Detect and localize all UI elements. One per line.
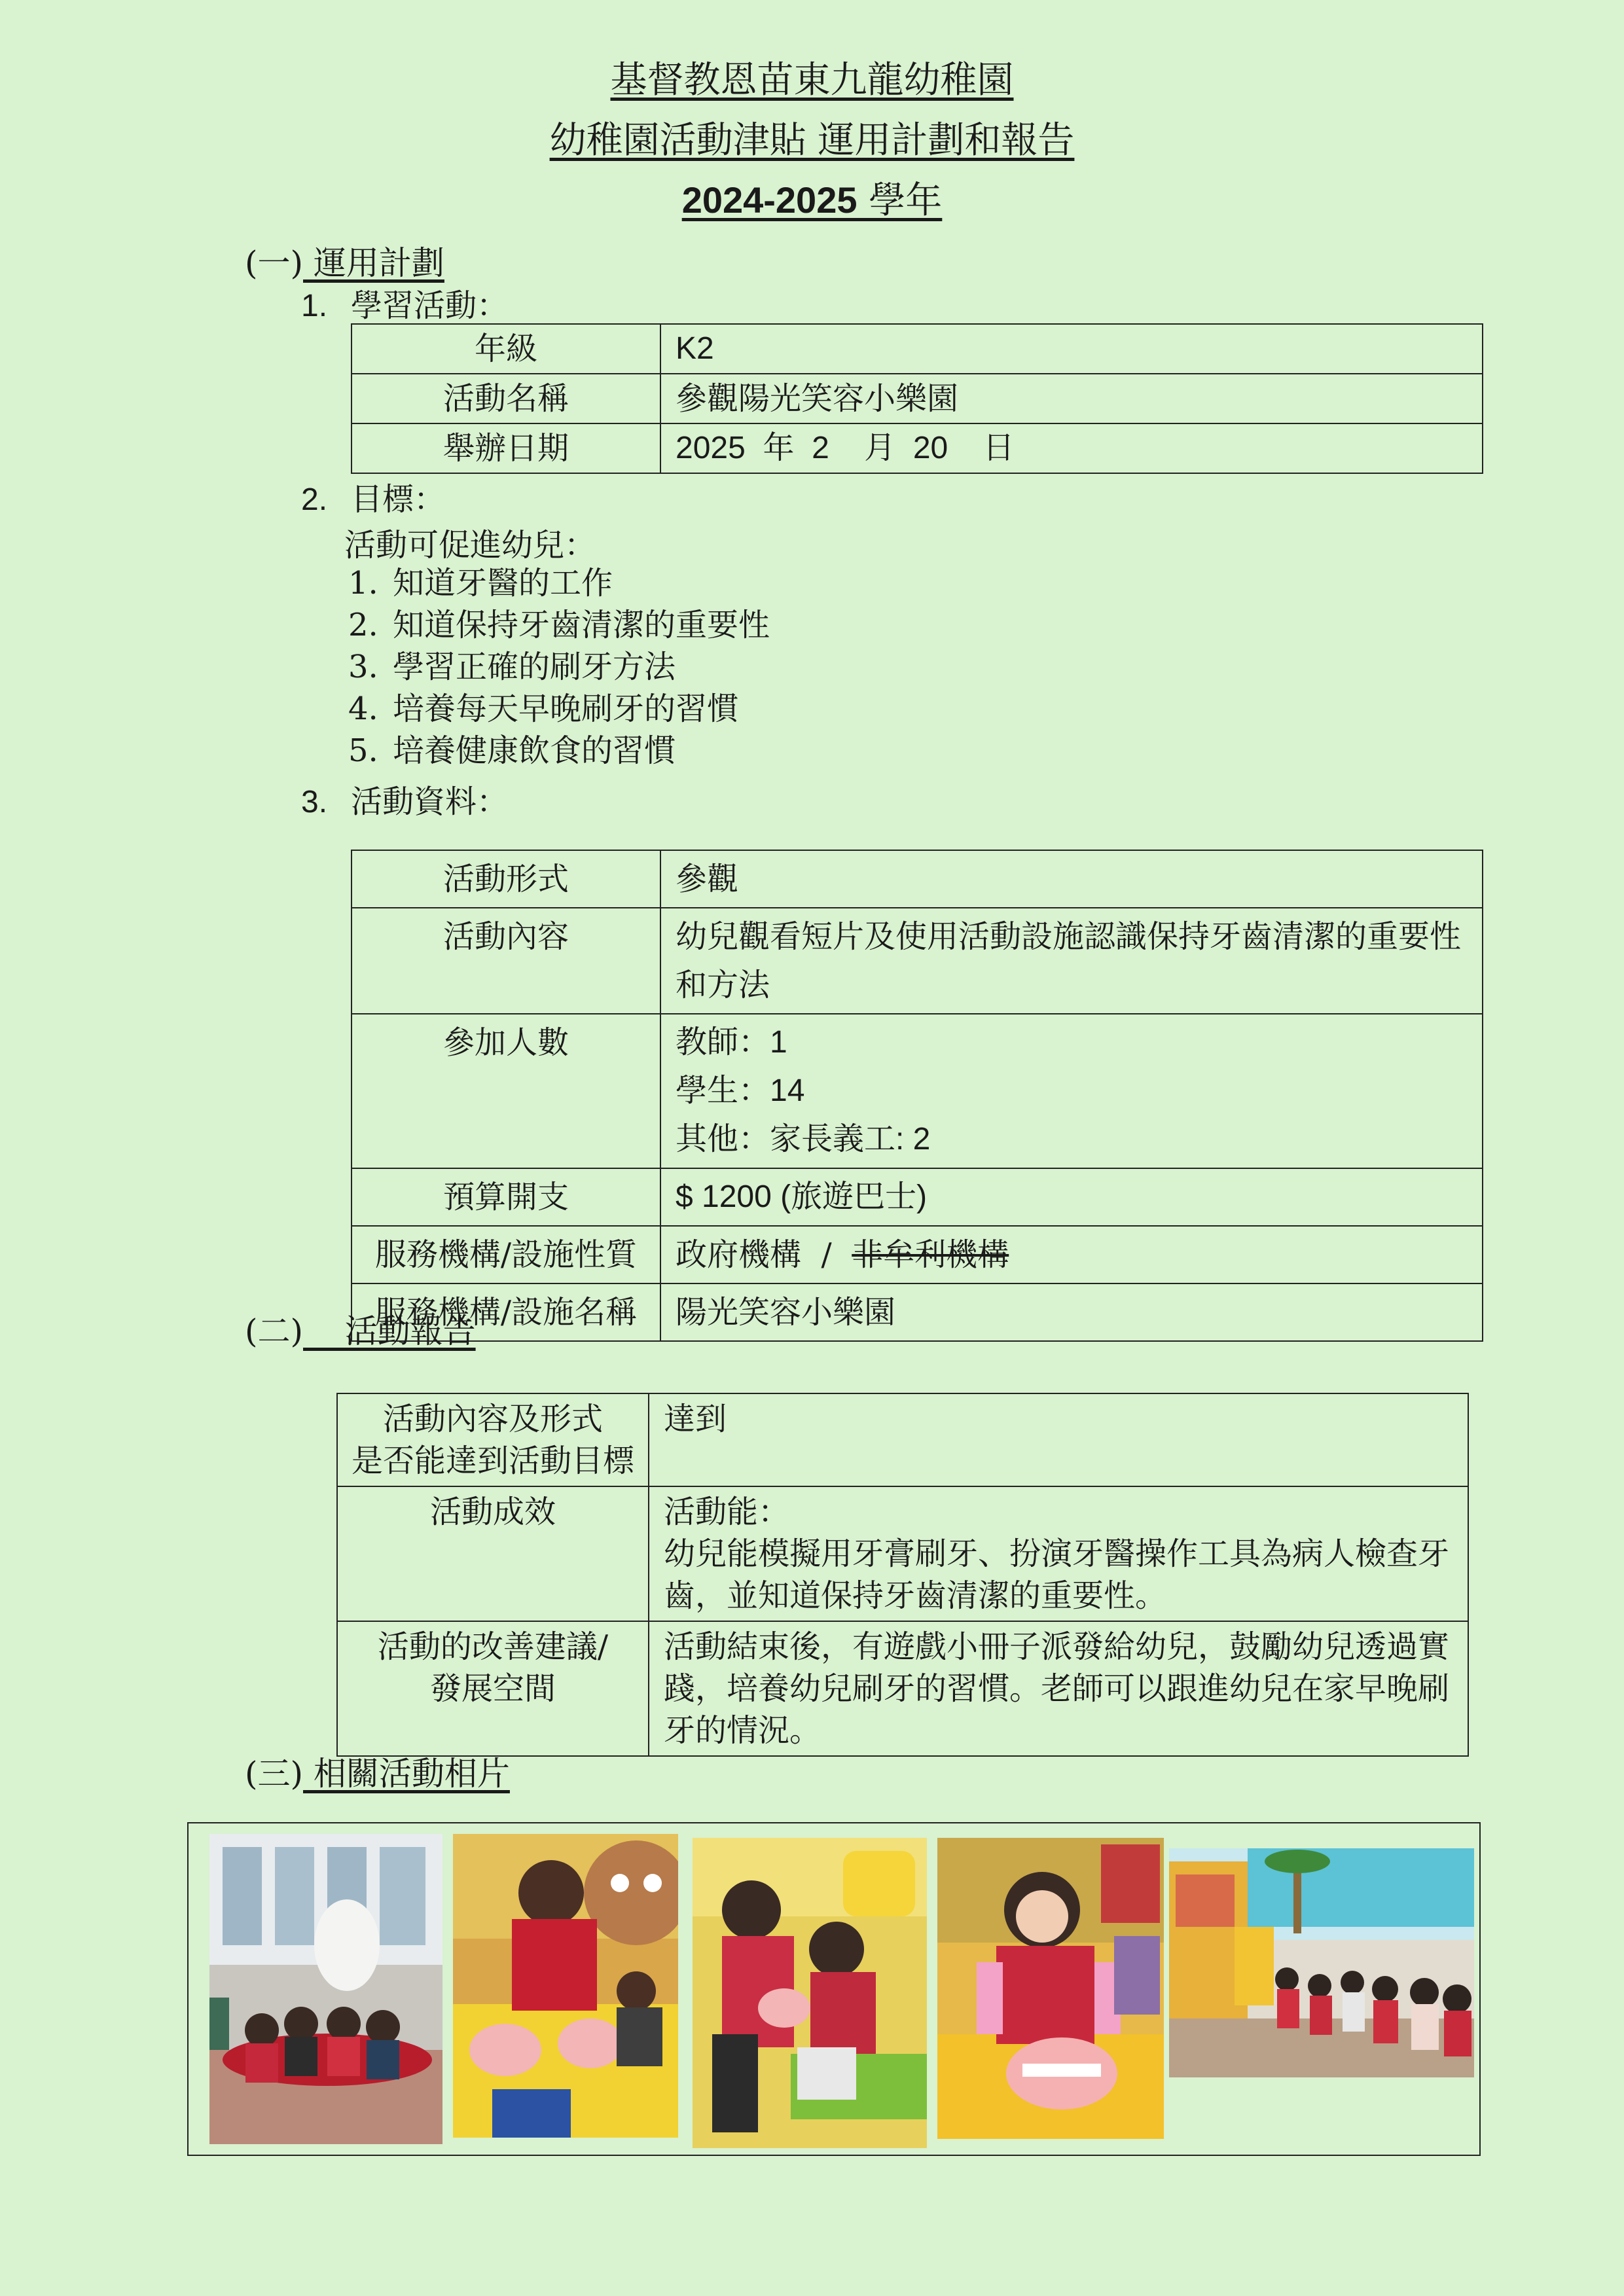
list-item <box>348 558 613 603</box>
effect-value <box>649 1486 1468 1621</box>
table-row <box>337 1486 1468 1621</box>
photo-dentist-roleplay-image <box>693 1838 927 2148</box>
photo-children-seated-image <box>1169 1848 1474 2077</box>
achieve-value: 達到 <box>649 1393 1468 1486</box>
date-label: 舉辦日期 <box>352 423 660 473</box>
list-number: 1. <box>348 565 378 601</box>
school-name: 基督教恩苗東九龍幼稚園 <box>610 59 1014 101</box>
grade-label: 年級 <box>352 324 660 374</box>
list-item <box>348 725 676 770</box>
goals-label <box>301 474 445 519</box>
table-row <box>352 423 1483 473</box>
item-number: 2. <box>301 482 328 517</box>
photo-tooth-sculpture[interactable] <box>209 1834 442 2144</box>
table-row <box>352 850 1483 908</box>
photo-teeth-model-table[interactable] <box>453 1834 678 2138</box>
table-row <box>352 908 1483 1014</box>
table-row <box>352 1168 1483 1226</box>
list-number: 5. <box>348 732 378 769</box>
section-number: (一) <box>245 244 304 282</box>
activity-info-table <box>351 850 1483 1342</box>
nature-struck: 非牟利機構 <box>852 1236 1009 1273</box>
nature-label: 服務機構/設施性質 <box>352 1226 660 1283</box>
content-label: 活動內容 <box>352 908 660 1014</box>
grade-value: K2 <box>660 324 1483 374</box>
nature-value <box>660 1226 1483 1283</box>
activity-info-label <box>301 776 508 821</box>
photo-girl-teeth-model-image <box>937 1838 1164 2139</box>
section-number: (三) <box>245 1755 304 1793</box>
table-row <box>352 1283 1483 1341</box>
goals-intro: 活動可促進幼兒： <box>344 527 596 564</box>
list-text: 培養每天早晚刷牙的習慣 <box>393 691 739 727</box>
section-title: 活動報告 <box>303 1312 476 1350</box>
list-item <box>348 683 738 728</box>
improve-label <box>337 1621 649 1756</box>
others-count: 其他：家長義工: 2 <box>676 1122 931 1157</box>
school-year-number: 2024-2025 <box>681 179 857 221</box>
improve-value: 活動結束後，有遊戲小冊子派發給幼兒，鼓勵幼兒透過實踐，培養幼兒刷牙的習慣。老師可以跟進幼兒在家早晚刷牙的情況。 <box>649 1621 1468 1756</box>
section-report-heading <box>245 1305 476 1352</box>
section-title: 相關活動相片 <box>303 1755 510 1793</box>
participants-label: 參加人數 <box>352 1014 660 1168</box>
learning-activity-label <box>301 280 508 325</box>
list-item <box>348 600 770 645</box>
improve-label-line: 發展空間 <box>429 1670 556 1707</box>
list-number: 4. <box>348 691 378 727</box>
section-number: (二) <box>245 1312 304 1350</box>
item-number: 1. <box>301 289 328 323</box>
photo-children-seated[interactable] <box>1169 1848 1474 2077</box>
item-number: 3. <box>301 785 328 819</box>
list-number: 2. <box>348 607 378 643</box>
table-row <box>352 374 1483 423</box>
list-text: 知道牙醫的工作 <box>393 565 613 601</box>
effect-line: 幼兒能模擬用牙膏刷牙、扮演牙醫操作工具為病人檢查牙齒，並知道保持牙齒清潔的重要性。 <box>664 1535 1450 1614</box>
section-photos-heading <box>245 1748 510 1795</box>
section-plan-heading <box>245 237 444 284</box>
form-label: 活動形式 <box>352 850 660 908</box>
list-text: 知道保持牙齒清潔的重要性 <box>393 607 770 643</box>
table-row <box>352 1014 1483 1168</box>
activity-name-label: 活動名稱 <box>352 374 660 423</box>
activity-name-value: 參觀陽光笑容小樂園 <box>660 374 1483 423</box>
content-value: 幼兒觀看短片及使用活動設施認識保持牙齒清潔的重要性和方法 <box>660 908 1483 1014</box>
table-row <box>337 1621 1468 1756</box>
item-label: 活動資料： <box>351 783 509 820</box>
date-value: 2025 年 2 月 20 日 <box>660 423 1483 473</box>
achieve-label-line: 活動內容及形式 <box>382 1401 603 1437</box>
photo-teeth-model-table-image <box>453 1834 678 2138</box>
participants-value <box>660 1014 1483 1168</box>
teachers-count: 教師：1 <box>676 1025 787 1060</box>
facility-name-value: 陽光笑容小樂園 <box>660 1283 1483 1341</box>
effect-line: 活動能： <box>664 1494 790 1530</box>
photo-tooth-sculpture-image <box>209 1834 442 2144</box>
item-label: 目標： <box>351 481 446 518</box>
photo-gallery <box>187 1822 1481 2156</box>
budget-label: 預算開支 <box>352 1168 660 1226</box>
school-year-word: 學年 <box>857 179 943 222</box>
students-count: 學生：14 <box>676 1073 805 1108</box>
photo-dentist-roleplay[interactable] <box>693 1838 927 2148</box>
achieve-label <box>337 1393 649 1486</box>
item-label: 學習活動： <box>351 287 509 324</box>
photo-girl-teeth-model[interactable] <box>937 1838 1164 2139</box>
effect-label: 活動成效 <box>337 1486 649 1621</box>
list-text: 學習正確的刷牙方法 <box>393 649 676 685</box>
list-item <box>348 641 676 687</box>
form-value: 參觀 <box>660 850 1483 908</box>
budget-value: $ 1200 (旅遊巴士) <box>660 1168 1483 1226</box>
list-number: 3. <box>348 649 378 685</box>
list-text: 培養健康飲食的習慣 <box>393 732 676 769</box>
section-title: 運用計劃 <box>303 244 444 282</box>
facility-name-label: 服務機構/設施名稱 <box>352 1283 660 1341</box>
table-row <box>352 324 1483 374</box>
learning-activity-table <box>351 323 1483 474</box>
activity-report-table <box>336 1393 1469 1757</box>
table-row <box>337 1393 1468 1486</box>
improve-label-line: 活動的改善建議/ <box>377 1628 609 1665</box>
nature-selected: 政府機構 / <box>676 1236 852 1273</box>
school-year <box>0 171 1624 224</box>
table-row <box>352 1226 1483 1283</box>
achieve-label-line: 是否能達到活動目標 <box>351 1443 634 1479</box>
report-subtitle: 幼稚園活動津貼 運用計劃和報告 <box>549 119 1075 162</box>
